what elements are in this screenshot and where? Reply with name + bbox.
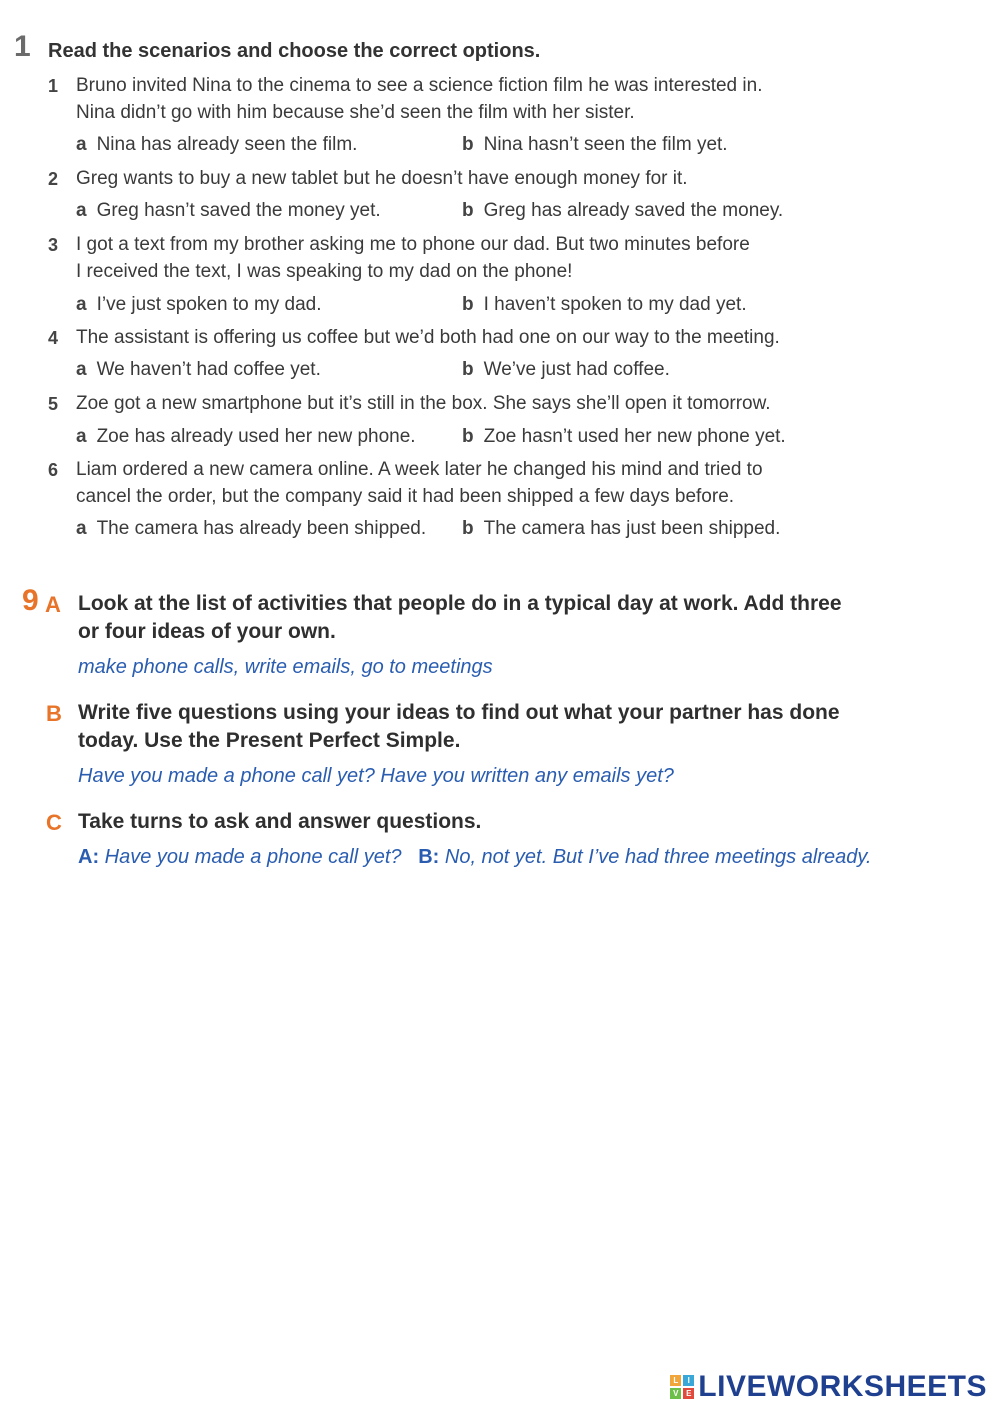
part-b-letter: B (46, 701, 62, 726)
question-number: 1 (48, 76, 59, 96)
option-b[interactable]: b Nina hasn’t seen the film yet. (462, 134, 728, 155)
part-c-letter: C (46, 810, 62, 835)
question-text: Liam ordered a new camera online. A week later he changed his mind and tried to cancel the order, but the company said it had been shipped a few days before. (76, 459, 763, 507)
option-a[interactable]: a Nina has already seen the film. (76, 134, 358, 155)
question-text: Zoe got a new smartphone but it’s still in the box. She says she’ll open it tomorrow. (76, 393, 771, 414)
exercise-9-number: 9 (22, 584, 39, 617)
option-a[interactable]: a We haven’t had coffee yet. (76, 359, 321, 380)
logo-text: LIVEWORKSHEETS (698, 1370, 987, 1403)
logo-icon: L I V E (670, 1375, 694, 1399)
question-text: The assistant is offering us coffee but we’d both had one on our way to the meeting. (76, 327, 780, 348)
part-c-example-dialogue: A: Have you made a phone call yet? B: No, not yet. But I’ve had three meetings already. (78, 846, 872, 868)
exercise-1-title: Read the scenarios and choose the correct options. (48, 40, 541, 62)
question-number: 5 (48, 394, 59, 414)
liveworksheets-logo (670, 1370, 987, 1404)
option-b[interactable]: b Greg has already saved the money. (462, 200, 784, 221)
part-b-example: Have you made a phone call yet? Have you written any emails yet? (78, 765, 674, 787)
question-number: 3 (48, 235, 59, 255)
option-a[interactable]: a Greg hasn’t saved the money yet. (76, 200, 381, 221)
option-b[interactable]: b The camera has just been shipped. (462, 518, 781, 539)
option-a[interactable]: a Zoe has already used her new phone. (76, 426, 416, 447)
option-b[interactable]: b Zoe hasn’t used her new phone yet. (462, 426, 786, 447)
option-a[interactable]: a The camera has already been shipped. (76, 518, 427, 539)
part-a-example: make phone calls, write emails, go to meetings (78, 656, 493, 678)
exercise-1-number: 1 (14, 30, 31, 63)
part-b-instruction: Write five questions using your ideas to find out what your partner has done today. Use the Present Perfect Simple. (78, 701, 840, 752)
question-text: I got a text from my brother asking me to phone our dad. But two minutes before I received the text, I was speaking to my dad on the phone! (76, 234, 750, 282)
part-a-letter: A (45, 592, 61, 617)
option-b[interactable]: b We’ve just had coffee. (462, 359, 670, 380)
question-number: 4 (48, 328, 59, 348)
option-a[interactable]: a I’ve just spoken to my dad. (76, 294, 322, 315)
question-text: Bruno invited Nina to the cinema to see a science fiction film he was interested in. Nina didn’t go with him because she’d seen the film with her sister. (76, 75, 763, 123)
question-text: Greg wants to buy a new tablet but he doesn’t have enough money for it. (76, 168, 688, 189)
part-c-instruction: Take turns to ask and answer questions. (78, 810, 482, 833)
part-a-instruction: Look at the list of activities that people do in a typical day at work. Add three or four ideas of your own. (78, 592, 842, 643)
question-number: 2 (48, 169, 59, 189)
question-number: 6 (48, 460, 59, 480)
option-b[interactable]: b I haven’t spoken to my dad yet. (462, 294, 747, 315)
